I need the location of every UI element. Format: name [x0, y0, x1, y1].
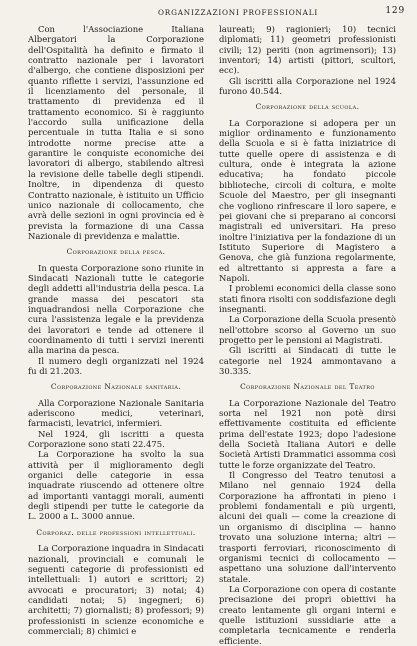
paragraph: La Corporazione Nazionale del Teatro sorta nel 1921 non potè dirsi effettivamente costituita ed efficiente prima dell'estate 1923; dopo l'adesione della Società Italiana Autori e delle Società Artisti Drammatici assomma così tutte le forze organizzate del Teatro. [219, 397, 396, 470]
section-heading-sanitaria: Corporazione Nazionale sanitaria. [50, 382, 182, 392]
paragraph: Gli iscritti alla Corporazione nel 1924 furono 40.544. [219, 75, 396, 97]
section-heading-pesca: Corporazione della pesca. [66, 247, 166, 257]
right-column [219, 24, 396, 646]
left-column [28, 24, 204, 636]
paragraph: Il Congresso del Teatro tenutosi a Milano nel gennaio 1924 della Corporazione ha affrontati in pieno i problemi fondamentali e più urgenti, alcuni dei quali — come la creazione di un organismo di disciplina — hanno trovato una soluzione interna; altri — trasporti ferroviari, riconoscimento di organismi tecnici di collocamento — aspettano una soluzione dall'intervento statale. [219, 470, 396, 584]
paragraph: I problemi economici della classe sono stati finora risolti con soddisfazione degli insegnanti. [219, 283, 396, 314]
page-header [158, 6, 405, 20]
paragraph: Il numero degli organizzati nel 1924 fu di 21.203. [28, 355, 204, 376]
running-title: ORGANIZZAZIONI PROFESSIONALI [158, 8, 319, 17]
section-heading-intellettuali: Corporaz. delle professioni intellettuali. [36, 527, 196, 537]
section-heading-teatro: Corporazione Nazionale del Teatro [240, 382, 375, 392]
paragraph: Gli iscritti ai Sindacati di tutte le categorie nel 1924 ammontavano a 30.335. [219, 345, 396, 376]
paragraph: Nel 1924, gli iscritti a questa Corporazione sono stati 22.475. [28, 428, 204, 450]
paragraph: La Corporazione inquadra in Sindacati nazionali, provinciali e comunali le seguenti categorie di professionisti ed intellettuali: 1) autori e scrittori; 2) avvocati e procuratori; 3) notai; 4) candidati notai; 5) ingegneri; 6) architetti; 7) giornalisti; 8) professori; 9) professionisti in scienze economiche e commerciali; 8) chimici e [28, 543, 204, 636]
section-heading-scuola: Corporazione della scuola. [255, 102, 360, 112]
paragraph: Alla Corporazione Nazionale Sanitaria aderiscono medici, veterinari, farmacisti, levatrici, infermieri. [28, 397, 204, 429]
paragraph: La Corporazione ha svolto la sua attività per il miglioramento degli organici delle categorie in essa inquadrate riuscendo ad ottenere oltre ad importanti vantaggi morali, aumenti degli stipendi per tutte le categorie da L. 2000 a L. 3000 annue. [28, 449, 204, 522]
paragraph: La Corporazione con opera di costante precisazione dei propri obiettivi ha creato lentamente gli organi interni e quelle istituzioni sussidiarie atte a completarla tecnicamente e renderla efficiente. [219, 583, 396, 646]
paragraph: La Corporazione si adopera per un miglior ordinamento e funzionamento della Scuola e si è fatta iniziatrice di tutte quelle opere di assistenza e di cultura, onde è integrata la azione educativa; ha fondato piccole biblioteche, circoli di coltura, e molte Scuole del Maestro, per gli insegnanti che vogliono rinfrescare il loro sapere, e pei giovani che si preparano ai concorsi magistrali ed universitari. Ha preso inoltre l'iniziativa per la fondazione di un Istituto Superiore di Magistero a Genova, che già funziona regolarmente, ed altrettanto si appresta a fare a Napoli. [219, 117, 396, 283]
paragraph: laureati; 9) ragionieri; 10) tecnici diplomati; 11) geometri professionisti civili; 12) periti (non agrimensori); 13) inventori; 14) artisti (pittori, scultori, ecc). [219, 24, 396, 76]
page-number: 129 [385, 6, 405, 16]
paragraph: Con l'Associazione Italiana Albergatori la Corporazione dell'Ospitalità ha definito e firmato il contratto nazionale per i lavoratori d'albergo, che contiene disposizioni per quanto riflette i servizi, l'assunzione ed il licenziamento del personale, il trattamento di previdenza ed il trattamento economico. Si è raggiunto l'accordo sulla unificazione della percentuale in tutta Italia e si sono introdotte norme precise atte a garantire le conquiste economiche dei lavoratori di albergo, stabilendo altresì la revisione delle tabelle degli stipendi. Inoltre, in dipendenza di questo Contratto nazionale, è istituito un Ufficio unico nazionale di collocamento, che avrà delle sezioni in ogni provincia ed è prevista la formazione di una Cassa Nazionale di previdenza e malattie. [28, 24, 204, 241]
paragraph: In questa Corporazione sono riunite in Sindacati Nazionali tutte le categorie degli addetti all'industria della pesca. La grande massa dei pescatori sta inquadrandosi nella Corporazione che cura l'assistenza legale e la previdenza dei lavoratori e tende ad ottenere il coordinamento di tutti i servizi inerenti alla marina da pesca. [28, 262, 204, 356]
paragraph: La Corporazione della Scuola presentò nell'ottobre scorso al Governo un suo progetto per le pensioni ai Magistrati. [219, 314, 396, 345]
